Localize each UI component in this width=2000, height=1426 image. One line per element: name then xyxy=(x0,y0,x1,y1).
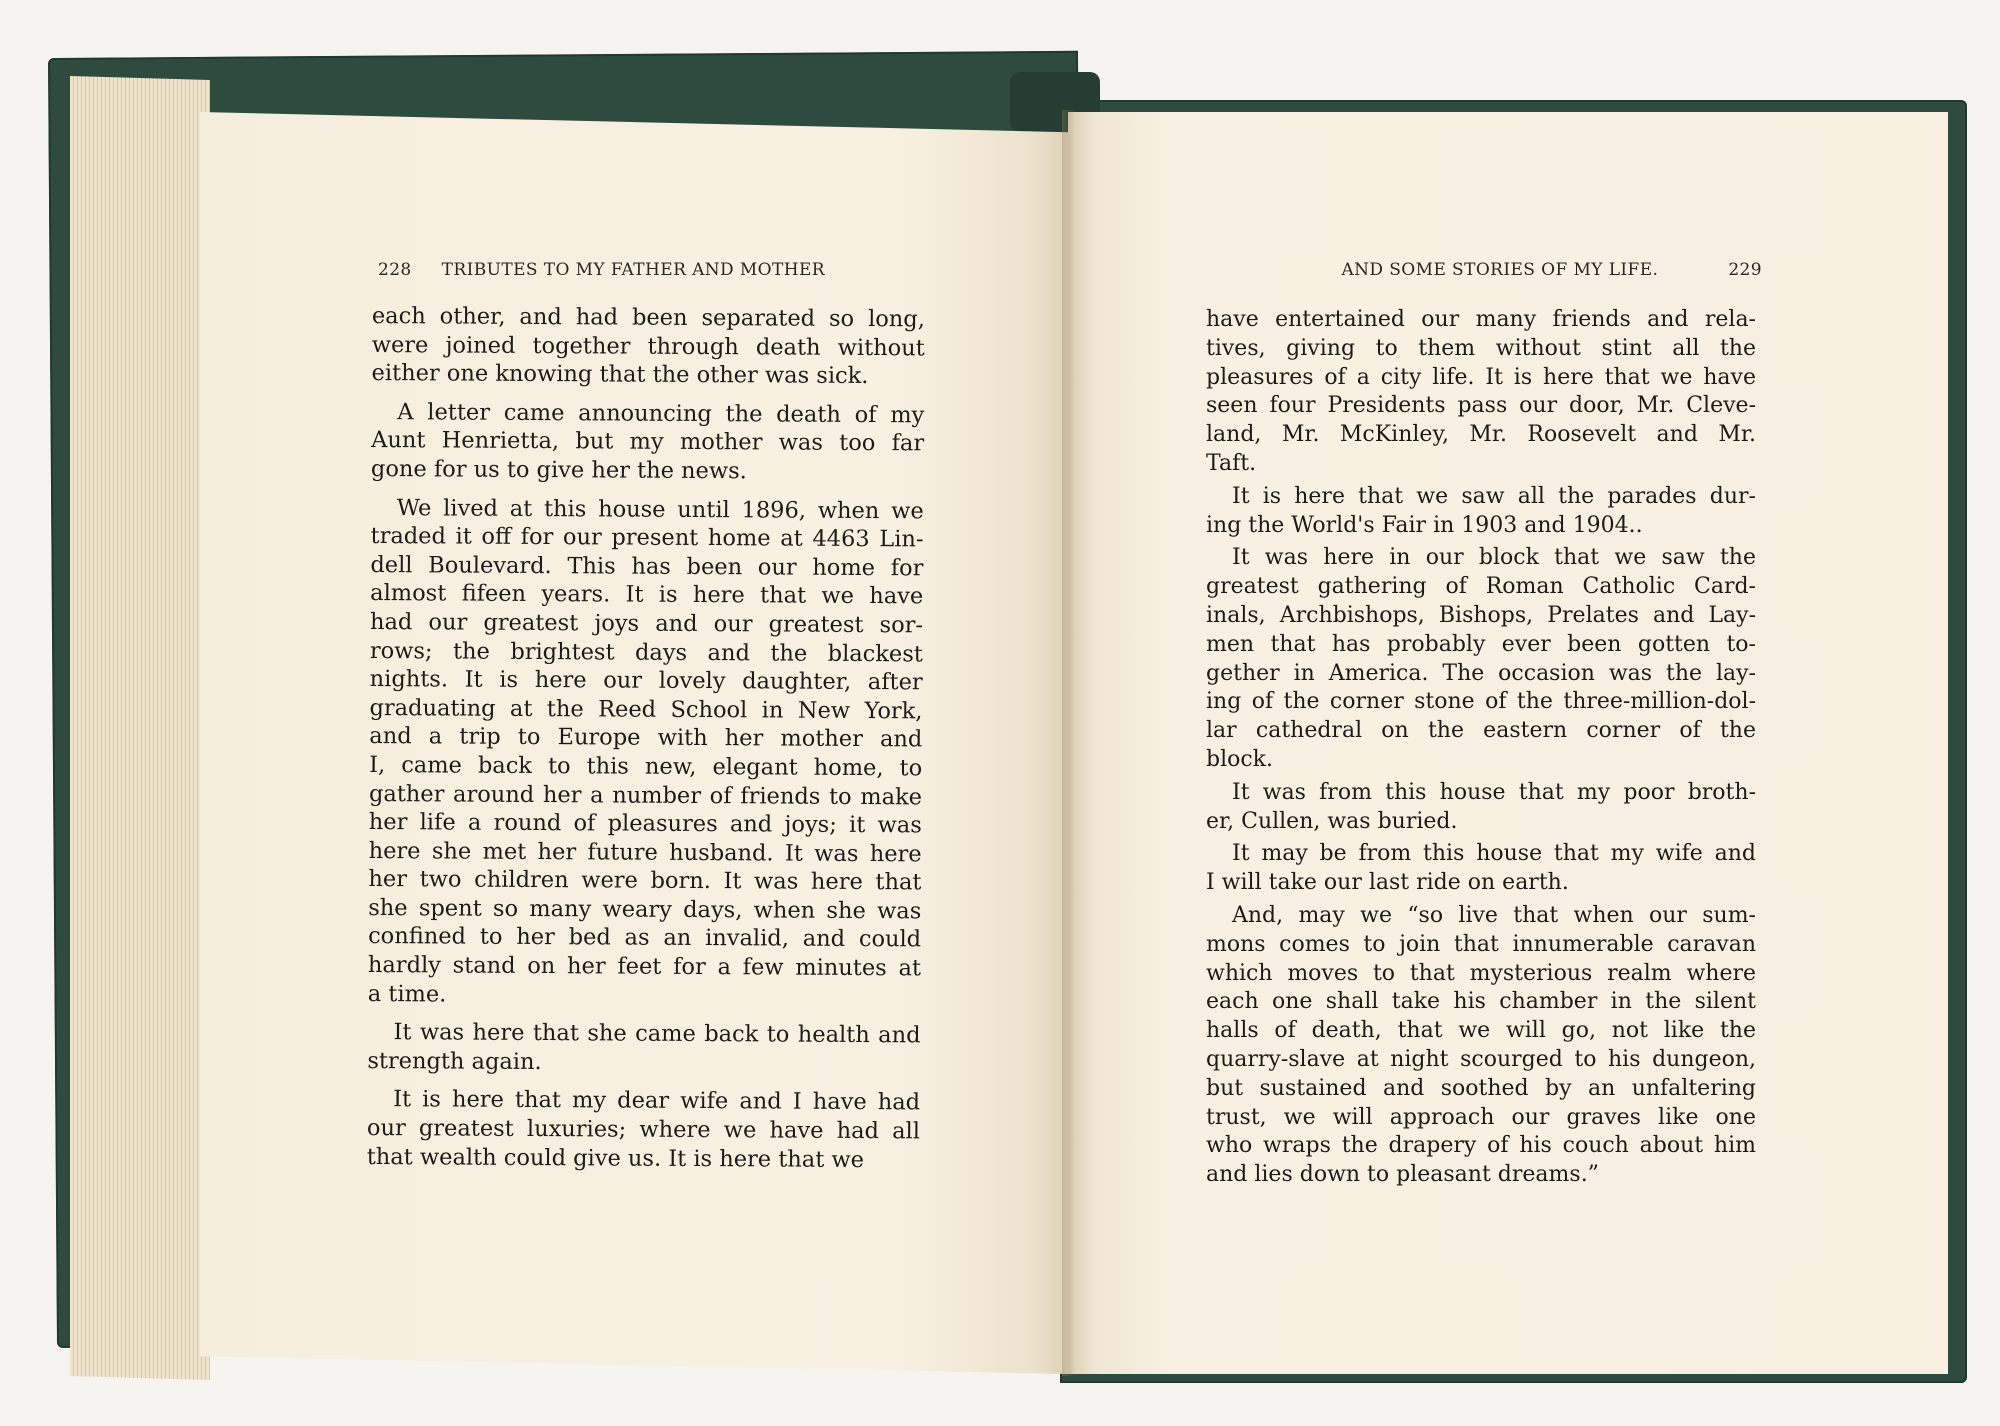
right-running-header xyxy=(1302,260,1762,280)
paragraph xyxy=(1206,544,1756,774)
text-line: and a trip to Europe with her mother and xyxy=(369,723,923,753)
paragraph xyxy=(368,494,924,1012)
right-page-text xyxy=(1206,306,1756,1190)
text-line: It is here that my dear wife and I have had xyxy=(393,1086,921,1116)
right-page-number: 229 xyxy=(1728,260,1762,280)
text-line: greatest gathering of Roman Catholic Card- xyxy=(1206,574,1756,600)
text-line: she spent so many weary days, when she was xyxy=(368,894,922,925)
text-line: tives, giving to them without stint all the xyxy=(1206,335,1756,361)
text-line: which moves to that mysterious realm where xyxy=(1206,960,1756,986)
text-line: had our greatest joys and our greatest sor- xyxy=(369,608,924,639)
text-line: each one shall take his chamber in the silent xyxy=(1206,989,1756,1015)
left-running-header xyxy=(378,260,938,280)
text-line: land, Mr. McKinley, Mr. Roosevelt and Mr. xyxy=(1206,422,1756,448)
text-line: each other, and had been separated so long, xyxy=(371,302,925,333)
text-line: mons comes to join that innumerable caravan xyxy=(1206,931,1756,957)
text-line: trust, we will approach our graves like one xyxy=(1206,1104,1756,1130)
left-page-number: 228 xyxy=(378,260,412,280)
paragraph xyxy=(367,1018,920,1079)
text-line: but sustained and soothed by an unfaltering xyxy=(1206,1075,1756,1101)
text-line: have entertained our many friends and rela- xyxy=(1206,307,1756,332)
text-line: halls of death, that we will go, not like the xyxy=(1206,1018,1756,1044)
text-line: hardly stand on her feet for a few minutes at xyxy=(367,952,922,982)
text-line: Taft. xyxy=(1206,450,1257,476)
text-line: quarry-slave at night scourged to his dungeon, xyxy=(1206,1046,1756,1072)
text-line: men that has probably ever been gotten to- xyxy=(1206,631,1756,657)
text-line: It was here that she came back to health and xyxy=(393,1019,921,1049)
text-line: gone for us to give her the news. xyxy=(370,455,747,485)
right-running-head: AND SOME STORIES OF MY LIFE. xyxy=(1341,260,1659,280)
text-line: ing the World's Fair in 1903 and 1904.. xyxy=(1206,512,1643,538)
text-line: and lies down to pleasant dreams.” xyxy=(1206,1162,1599,1188)
text-line: our greatest luxuries; where we have had all xyxy=(366,1115,921,1145)
paragraph xyxy=(1206,306,1756,479)
paragraph xyxy=(1206,779,1756,837)
text-line: And, may we “so live that when our sum- xyxy=(1232,902,1756,928)
text-line: It was here in our block that we saw the xyxy=(1232,545,1756,571)
text-line: a time. xyxy=(367,980,447,1008)
text-line: graduating at the Reed School in New York, xyxy=(369,694,923,725)
text-line: either one knowing that the other was sick. xyxy=(371,360,869,390)
left-page-text xyxy=(367,302,925,1175)
text-line: A letter came announcing the death of my xyxy=(397,398,925,429)
paragraph xyxy=(371,398,925,487)
paragraph xyxy=(1206,483,1756,541)
text-line: confined to her bed as an invalid, and could xyxy=(368,923,922,953)
text-line: pleasures of a city life. It is here that we have xyxy=(1206,364,1756,390)
left-running-head: TRIBUTES TO MY FATHER AND MOTHER xyxy=(441,260,825,280)
text-line: seen four Presidents pass our door, Mr. Cleve- xyxy=(1206,393,1756,419)
text-line: block. xyxy=(1206,746,1274,772)
text-line: nights. It is here our lovely daughter, after xyxy=(369,666,923,696)
text-line: I, came back to this new, elegant home, to xyxy=(369,751,923,782)
text-line: that wealth could give us. It is here that we xyxy=(366,1143,865,1173)
text-line: It was from this house that my poor broth- xyxy=(1232,779,1756,805)
text-line: her life a round of pleasures and joys; it was xyxy=(368,809,922,839)
text-line: dell Boulevard. This has been our home for xyxy=(370,551,924,582)
text-line: It is here that we saw all the parades dur- xyxy=(1232,483,1756,509)
paragraph xyxy=(1206,840,1756,898)
text-line: er, Cullen, was buried. xyxy=(1206,808,1458,834)
text-line: inals, Archbishops, Bishops, Prelates and Lay- xyxy=(1206,602,1756,628)
text-line: who wraps the drapery of his couch about him xyxy=(1206,1133,1756,1159)
text-line: strength again. xyxy=(367,1047,542,1075)
page-edges xyxy=(70,76,210,1380)
text-line: It may be from this house that my wife and xyxy=(1232,841,1756,867)
text-line: her two children were born. It was here that xyxy=(368,866,922,896)
text-line: We lived at this house until 1896, when we xyxy=(396,494,924,524)
text-line: gather around her a number of friends to make xyxy=(368,780,923,810)
text-line: almost fifeen years. It is here that we have xyxy=(370,580,924,610)
text-line: were joined together through death without xyxy=(371,331,925,361)
text-line: rows; the brightest days and the blackest xyxy=(369,637,923,667)
paragraph xyxy=(367,1085,921,1174)
text-line: here she met her future husband. It was here xyxy=(368,837,922,868)
text-line: Aunt Henrietta, but my mother was too far xyxy=(371,427,925,457)
text-line: traded it off for our present home at 4463 Lin- xyxy=(370,523,924,553)
text-line: ing of the corner stone of the three-million-dol- xyxy=(1206,689,1756,715)
text-line: I will take our last ride on earth. xyxy=(1206,870,1569,896)
paragraph xyxy=(371,302,925,391)
text-line: lar cathedral on the eastern corner of the xyxy=(1206,718,1756,744)
text-line: gether in America. The occasion was the lay- xyxy=(1206,660,1756,686)
paragraph xyxy=(1206,902,1756,1190)
gutter-shadow xyxy=(1062,110,1074,1376)
